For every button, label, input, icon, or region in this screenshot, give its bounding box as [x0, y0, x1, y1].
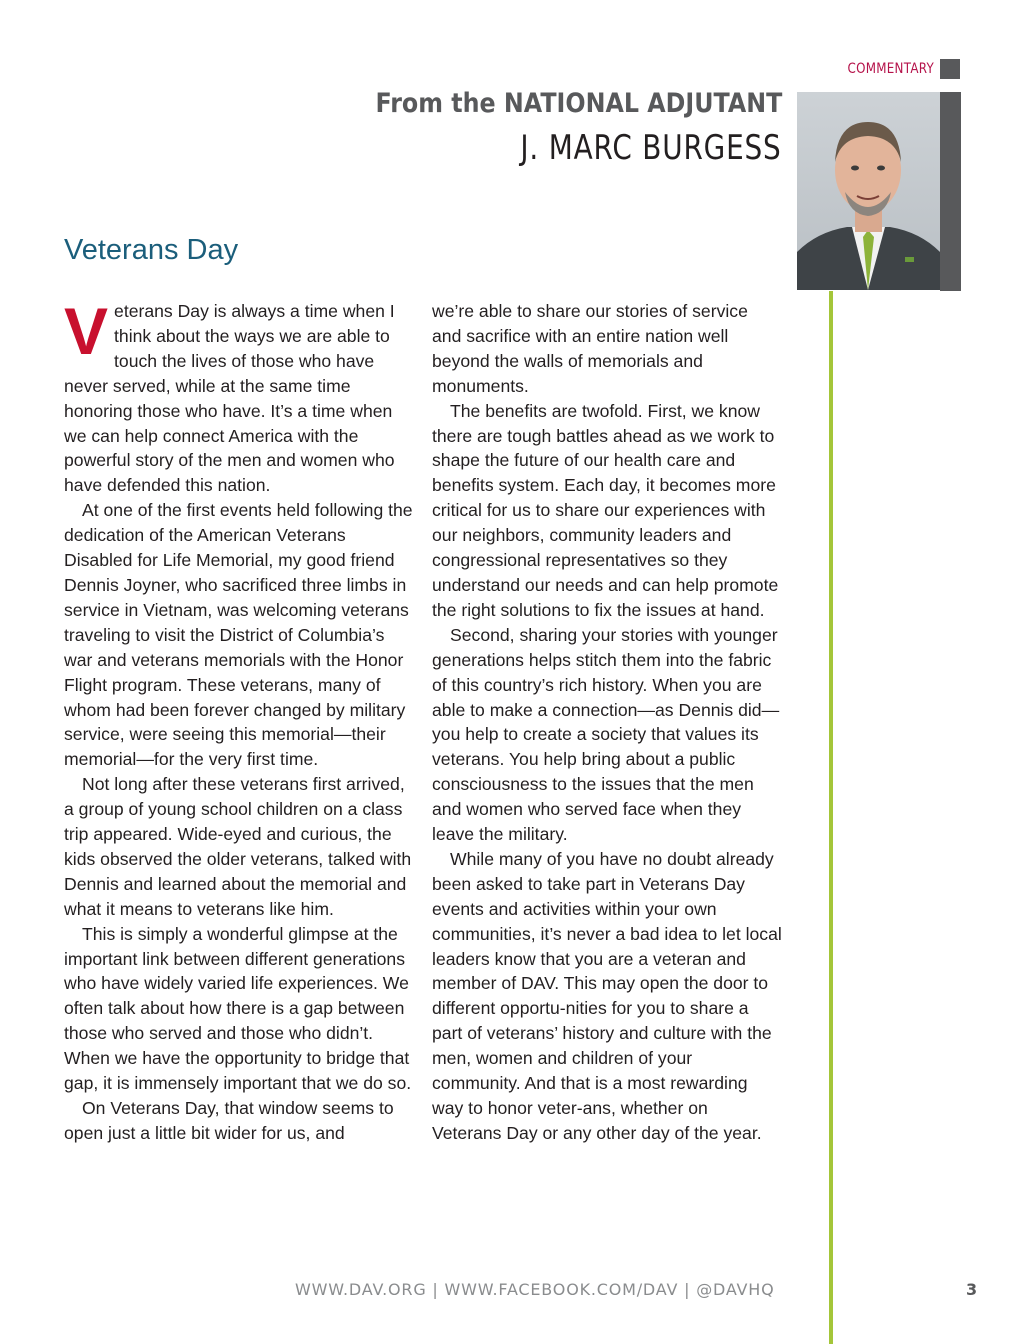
article-column-right: [432, 299, 782, 1146]
author-portrait: [797, 92, 940, 290]
column-kicker: From the NATIONAL ADJUTANT: [375, 88, 782, 119]
body-paragraph: While many of you have no doubt already been asked to take part in Veterans Day events and activities within your own communities, it’s never a bad idea to let local leaders know that you are a veteran and member of DAV. This may open the door to different opportu-nities for you to share a part of veterans’ history and culture with the men, women and children of your community. And that is a most rewarding way to honor veter-ans, whether on Veterans Day or any other day of the year.: [432, 848, 782, 1143]
section-marker: [940, 59, 960, 79]
continuation-paragraph: we’re able to share our stories of service and sacrifice with an entire nation well beyond the walls of memorials and monuments.: [432, 301, 748, 396]
footer-links: WWW.DAV.ORG | WWW.FACEBOOK.COM/DAV | @DAVHQ: [295, 1280, 775, 1299]
body-paragraph: Second, sharing your stories with younger generations helps stitch them into the fabric of this country’s rich history. When you are able to make a connection—as Dennis did—you help to create a society that values its veterans. You help bring about a public consciousness to the issues that the men and women who served face when they leave the military.: [432, 624, 780, 845]
drop-cap: V: [64, 294, 109, 368]
page-number: 3: [966, 1280, 978, 1299]
lead-text: eterans Day is always a time when I think about the ways we are able to touch the lives of those who have never served, while at the same time honoring those who have. It’s a time when we can help connect America with the powerful story of the men and women who have defended this nation.: [64, 301, 395, 496]
article-title: Veterans Day: [64, 234, 239, 266]
body-paragraph: On Veterans Day, that window seems to open just a little bit wider for us, and: [64, 1098, 394, 1143]
portrait-accent-bar: [940, 92, 961, 291]
vertical-accent-rule: [829, 291, 833, 1344]
lead-paragraph: [64, 294, 414, 498]
section-label: COMMENTARY: [847, 61, 934, 77]
body-paragraph: This is simply a wonderful glimpse at the important link between different generations who have widely varied life experiences. We often talk about how there is a gap between those who served and those who didn’t. When we have the opportunity to bridge that gap, it is immensely important that we do so.: [64, 923, 412, 1094]
body-paragraph: At one of the first events held following the dedication of the American Veterans Disabled for Life Memorial, my good friend Dennis Joyner, who sacrificed three limbs in service in Vietnam, was welcoming veterans traveling to visit the District of Columbia’s war and veterans memorials with the Honor Flight program. These veterans, many of whom had been forever changed by military service, were seeing this memorial—their memorial—for the very first time.: [64, 500, 413, 770]
body-paragraph: Not long after these veterans first arrived, a group of young school children on a class trip appeared. Wide-eyed and curious, the kids observed the older veterans, talked with Dennis and learned about the memorial and what it means to veterans like him.: [64, 774, 412, 919]
author-name: J. MARC BURGESS: [520, 128, 782, 168]
article-column-left: [64, 294, 414, 1146]
body-paragraph: The benefits are twofold. First, we know there are tough battles ahead as we work to shape the future of our health care and benefits system. Each day, it becomes more critical for us to share our experiences with our neighbors, community leaders and congressional representatives so they understand our needs and can help promote the right solutions to fix the issues at hand.: [432, 400, 779, 620]
